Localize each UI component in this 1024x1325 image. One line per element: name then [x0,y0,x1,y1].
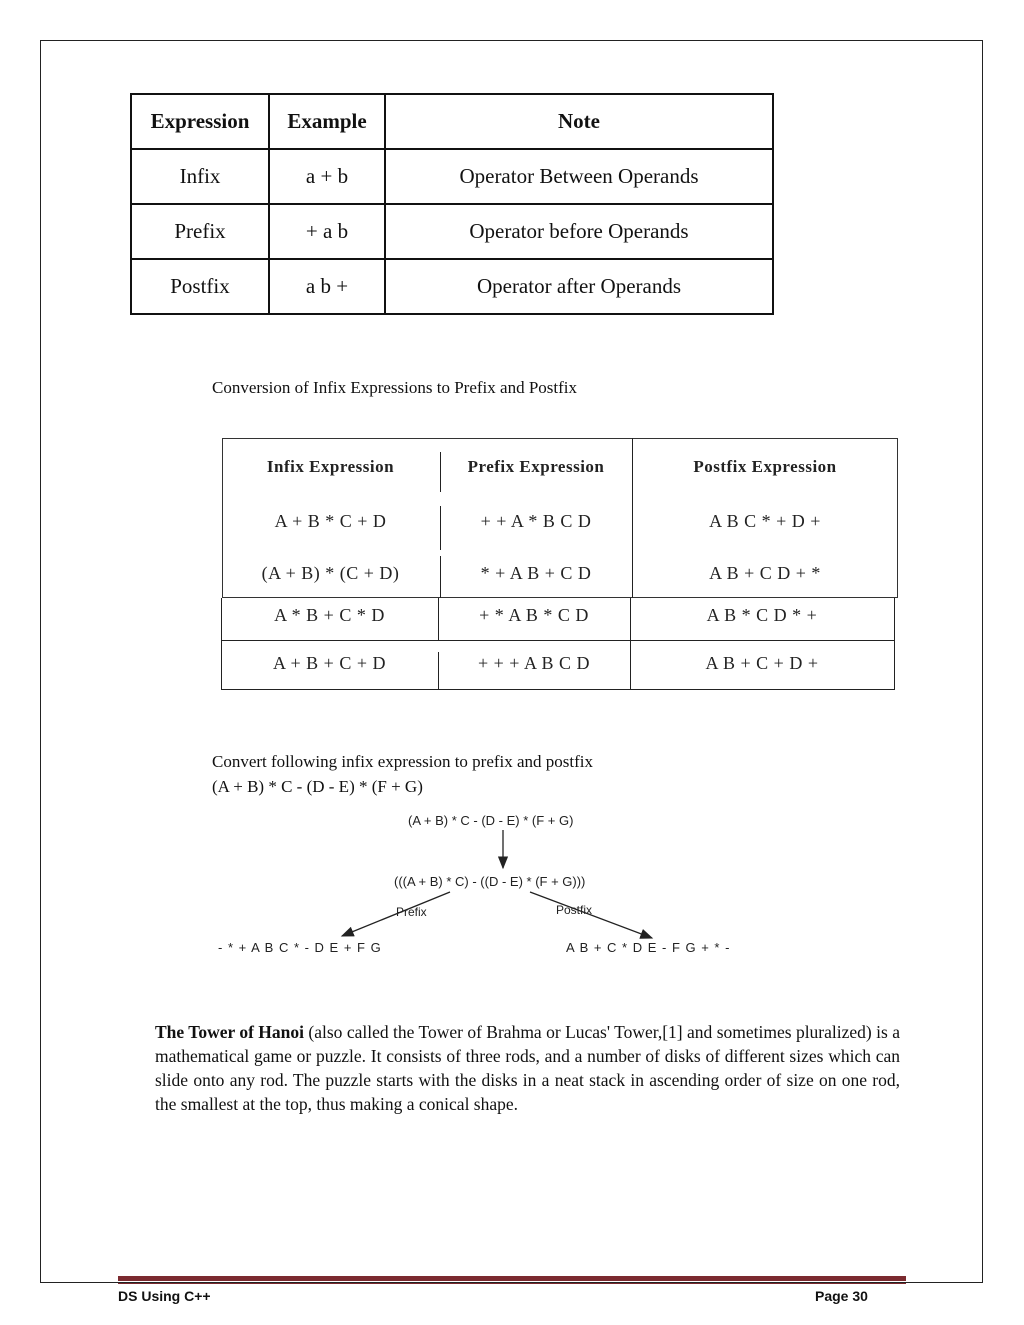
footer-accent-bar [118,1276,906,1281]
column-divider [894,598,895,690]
footer-divider [118,1283,906,1284]
row-divider [221,640,895,641]
footer-page-number: Page 30 [815,1288,868,1304]
expression-types-table [130,93,774,315]
table-cell: Postfix [131,259,269,314]
table-header: Note [385,94,773,149]
conversion-table [221,438,898,690]
paragraph-body: (also called the Tower of Brahma or Lucas' Tower,[1] and sometimes pluralized) is a mathematical game or puzzle. It consists of three rods, and a number of disks of different sizes which can slide onto any rod. The puzzle starts with the disks in a neat stack in ascending order of size on one rod, the smallest at the top, thus making a conical shape. [155,1022,900,1114]
table-cell: + + A * B C D [480,511,592,531]
table-cell: A + B * C + D [274,511,387,531]
diagram-parenthesized-expression: (((A + B) * C) - ((D - E) * (F + G))) [394,874,586,889]
tower-of-hanoi-paragraph [155,1020,900,1116]
table-cell: Prefix [131,204,269,259]
table-row [131,259,773,314]
postfix-result: A B + C * D E - F G + * - [566,940,731,955]
table-cell: A B + C D + * [709,563,821,583]
table-header-row [131,94,773,149]
table-row [131,204,773,259]
table-cell: + + + A B C D [478,653,590,673]
table-cell: A + B + C + D [273,653,386,673]
prefix-label: Prefix [396,905,427,919]
conversion-caption: Conversion of Infix Expressions to Prefix and Postfix [212,378,577,397]
table-cell: Operator before Operands [385,204,773,259]
table-cell: (A + B) * (C + D) [261,563,400,583]
table-header: Example [269,94,385,149]
convert-expression: (A + B) * C - (D - E) * (F + G) [212,777,423,796]
table-cell: A B * C D * + [706,605,818,625]
table-cell: Infix [131,149,269,204]
convert-title: Convert following infix expression to prefix and postfix [212,752,594,771]
table-header: Prefix Expression [467,457,605,476]
table-cell: A * B + C * D [274,605,385,625]
table-cell: * + A B + C D [480,563,592,583]
diagram-top-expression: (A + B) * C - (D - E) * (F + G) [408,813,574,828]
table-cell: Operator after Operands [385,259,773,314]
table-cell: + * A B * C D [479,605,589,625]
table-header: Infix Expression [266,457,395,476]
table-cell: A B C * + D + [709,511,821,531]
prefix-result: - * + A B C * - D E + F G [218,940,382,955]
row-divider [221,689,895,690]
table-row [131,149,773,204]
footer-course-title: DS Using C++ [118,1288,211,1304]
table-cell: a + b [269,149,385,204]
conversion-diagram [210,808,790,968]
paragraph-title: The Tower of Hanoi [155,1022,305,1042]
table-cell: a b + [269,259,385,314]
table-cell: A B + C + D + [705,653,819,673]
table-cell: Operator Between Operands [385,149,773,204]
table-cell: + a b [269,204,385,259]
table-header: Postfix Expression [693,457,837,476]
table-header: Expression [131,94,269,149]
postfix-label: Postfix [556,903,593,917]
